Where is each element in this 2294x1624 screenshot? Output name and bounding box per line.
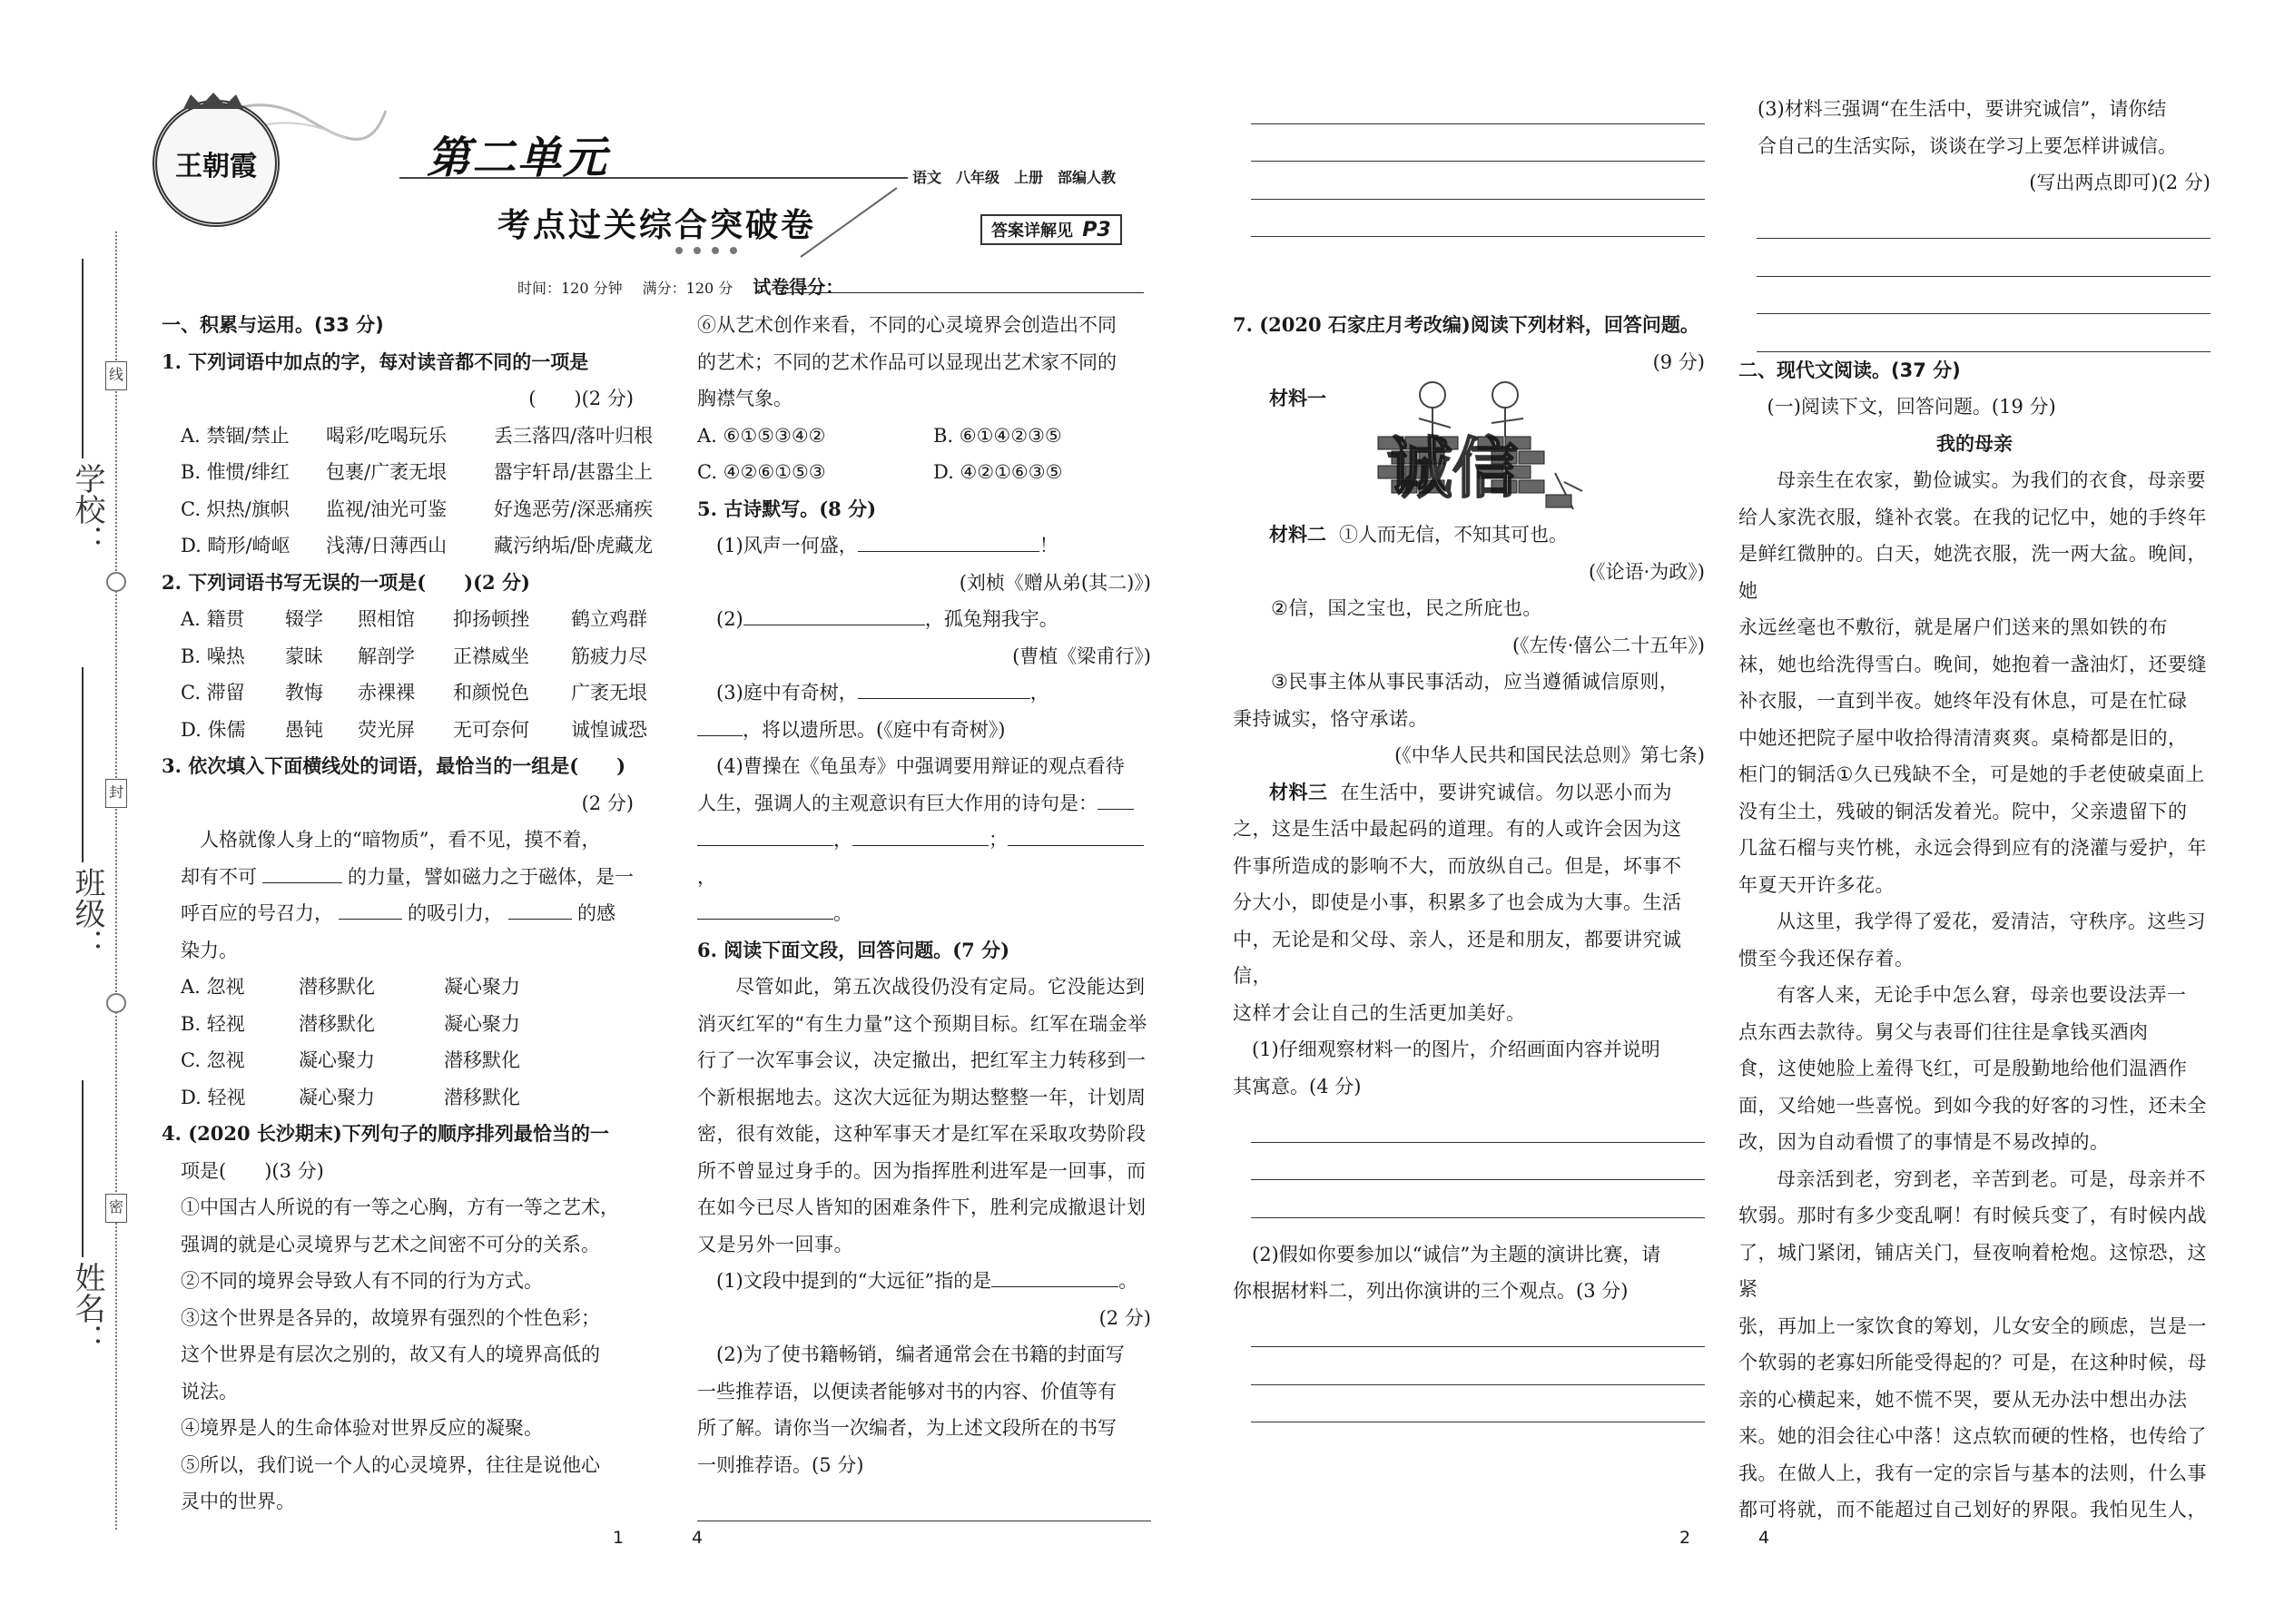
q3-option: 凝心聚力 bbox=[444, 976, 520, 998]
material-3-line: 件事所造成的影响不大，而放纵自己。但是，坏事不 bbox=[1233, 854, 1682, 877]
exam-meta bbox=[517, 272, 843, 299]
spacer bbox=[1233, 1218, 1705, 1236]
material-1 bbox=[1233, 380, 1705, 517]
q1-option: 藏污纳垢/卧虎藏龙 bbox=[494, 535, 654, 556]
q6-passage bbox=[697, 969, 1151, 1263]
tag-volume: 上册 bbox=[1014, 169, 1044, 186]
time-limit: 时间：120 分钟 bbox=[517, 280, 623, 297]
answer-line[interactable] bbox=[1251, 124, 1705, 162]
q6-passage-line: 在如今已尽人皆知的困难条件下，胜利完成撤退计划 bbox=[697, 1196, 1147, 1218]
q3-option: 凝心聚力 bbox=[299, 1049, 375, 1071]
material-2-source: (《左传·僖公二十五年》) bbox=[1511, 634, 1705, 656]
q2-option: 鹤立鸡群 bbox=[571, 608, 647, 630]
q6-2: 所了解。请你当一次编者，为上述文段所在的书写 bbox=[697, 1417, 1117, 1439]
q5-1-blank[interactable] bbox=[858, 529, 1039, 552]
q1-option: 好逸恶劳/深恶痛疾 bbox=[494, 497, 654, 520]
answer-line[interactable] bbox=[1757, 239, 2210, 277]
q4-option: C. ④②⑥①⑤③ bbox=[697, 461, 826, 483]
book-tags bbox=[912, 166, 1116, 187]
dots-decoration bbox=[672, 245, 753, 256]
story-body bbox=[1738, 462, 2210, 1529]
q5-4: (4)曹操在《龟虽寿》中强调要用辩证的观点看待 bbox=[716, 755, 1125, 777]
q3-passage-line: 染力。 bbox=[181, 939, 238, 961]
material-1-image-text: 诚信 bbox=[1387, 430, 1519, 507]
answer-line[interactable] bbox=[1757, 314, 2210, 352]
q2-option: D. 侏儒 bbox=[181, 718, 246, 741]
story-line: 张，再加上一家饮食的筹划，儿女安全的顾虑，岂是一 bbox=[1738, 1314, 2207, 1337]
q2-option: 广袤无垠 bbox=[571, 682, 647, 704]
header-underline bbox=[399, 177, 908, 179]
section-1-heading: 一、积累与运用。(33 分) bbox=[162, 314, 384, 336]
answer-line[interactable] bbox=[1251, 1180, 1705, 1218]
q4-sentence: 灵中的世界。 bbox=[181, 1491, 295, 1512]
q1-option: 嚣宇轩昂/甚嚣尘上 bbox=[494, 461, 654, 483]
tag-edition: 部编人教 bbox=[1058, 169, 1117, 186]
q2-option: 和颜悦色 bbox=[453, 682, 529, 704]
q3-blank-2[interactable] bbox=[339, 897, 402, 920]
story-line: 年夏天开许多花。 bbox=[1738, 873, 1895, 896]
q1-stem: 1. 下列词语中加点的字，每对读音都不同的一项是 bbox=[162, 349, 589, 373]
answer-line[interactable] bbox=[1251, 162, 1705, 200]
q3-score: (2 分) bbox=[581, 792, 634, 814]
binding-dotted-line bbox=[115, 231, 117, 1530]
q4-sentence: 强调的就是心灵境界与艺术之间密不可分的关系。 bbox=[181, 1233, 600, 1255]
q2-option: 蒙昧 bbox=[285, 645, 323, 667]
q6-passage-line: 个新根据地去。这次大远征为期达整整一年，计划周 bbox=[697, 1086, 1147, 1108]
logo-text: 王朝霞 bbox=[175, 151, 257, 182]
q4-sentence: 的艺术；不同的艺术作品可以显现出艺术家不同的 bbox=[697, 350, 1117, 373]
full-score: 满分：120 分 bbox=[642, 280, 733, 297]
page-number: 4 bbox=[692, 1528, 704, 1548]
q1-option: 喝彩/吃喝玩乐 bbox=[326, 424, 448, 447]
column-2 bbox=[697, 307, 1151, 1521]
q6-passage-line: 尽管如此，第五次战役仍没有定局。它没能达到 bbox=[735, 976, 1146, 998]
q6-1: (1)文段中提到的“大远征”指的是 。 bbox=[697, 1263, 1151, 1300]
answer-line[interactable] bbox=[1251, 1310, 1705, 1348]
material-3 bbox=[1233, 774, 1705, 1032]
seal-char-mi: 密 bbox=[105, 1194, 127, 1223]
q5-4-blank-e[interactable] bbox=[697, 897, 833, 920]
material-2-source: (《中华人民共和国民法总则》第七条) bbox=[1394, 744, 1705, 766]
brand-logo bbox=[153, 100, 280, 227]
q3-option: 潜移默化 bbox=[299, 1012, 375, 1035]
q5-4: 。 bbox=[697, 895, 1151, 932]
story-line: 中她还把院子屋中收拾得清清爽爽。桌椅都是旧的， bbox=[1738, 726, 2188, 749]
answer-reference bbox=[980, 214, 1122, 245]
q3-blank-1[interactable] bbox=[262, 861, 342, 883]
q4-sentence: 这个世界是有层次之别的，故又有人的境界高低的 bbox=[181, 1343, 600, 1365]
q6-passage-line: 又是另外一回事。 bbox=[697, 1233, 853, 1255]
story-line: 袜，她也给洗得雪白。晚间，她抱着一盏油灯，还要缝 bbox=[1738, 653, 2207, 675]
q3-option: B. 轻视 bbox=[181, 1012, 245, 1035]
q4-option: A. ⑥①⑤③④② bbox=[697, 424, 826, 447]
q5-2-source: (曹植《梁甫行》) bbox=[1012, 645, 1151, 667]
q2-option: C. 滞留 bbox=[181, 682, 245, 704]
q4-options bbox=[697, 418, 1151, 491]
seal-char-xian: 线 bbox=[105, 361, 127, 390]
q5-4-blank-c[interactable] bbox=[852, 823, 989, 846]
q5-4-blank-b[interactable] bbox=[697, 823, 833, 846]
q3-option: A. 忽视 bbox=[181, 976, 245, 998]
q2-option: 照相馆 bbox=[358, 608, 415, 630]
q7-score: (9 分) bbox=[1652, 350, 1705, 373]
story-line: 永远丝毫也不敷衍，就是屠户们送来的黑如铁的布 bbox=[1738, 616, 2168, 638]
story-line: 几盆石榴与夹竹桃，永远会得到应有的浇灌与爱护，年 bbox=[1738, 837, 2207, 859]
q4-sentence: ③这个世界是各异的，故境界有强烈的个性色彩； bbox=[181, 1306, 600, 1329]
q6-passage-line: 消灭红军的“有生力量”这个预期目标。红军在瑞金举 bbox=[697, 1012, 1147, 1035]
divider-slash bbox=[799, 186, 899, 259]
story-line: 有客人来，无论手中怎么窘，母亲也要设法弄一 bbox=[1777, 984, 2187, 1006]
q5-3-blank-b[interactable] bbox=[697, 714, 743, 736]
q7-2: (2)假如你要参加以“诚信”为主题的演讲比赛，请 bbox=[1252, 1243, 1661, 1265]
story-line: 给人家洗衣服，缝补衣裳。在我的记忆中，她的手终年 bbox=[1738, 506, 2207, 528]
q2-option: 赤裸裸 bbox=[358, 682, 415, 704]
story-line: 改，因为自动看惯了的事情是不易改掉的。 bbox=[1738, 1131, 2110, 1153]
q5-1: (1)风声一何盛， ！ bbox=[697, 527, 1151, 565]
material-2-line: 秉持诚实，恪守承诺。 bbox=[1233, 707, 1428, 730]
seal-char-feng: 封 bbox=[105, 779, 127, 808]
q4-stem: 4. (2020 长沙期末)下列句子的顺序排列最恰当的一 bbox=[162, 1122, 609, 1145]
q1-option: C. 炽热/旗帜 bbox=[181, 497, 290, 520]
q2-options bbox=[162, 601, 647, 748]
q7-1-answer-area bbox=[1233, 1105, 1705, 1218]
story-line: 是鲜红微肿的。白天，她洗衣服，洗一两大盆。晚间，她 bbox=[1738, 543, 2207, 602]
answer-ref-prefix: 答案详解见 bbox=[991, 221, 1073, 241]
material-3-line: 这样才会让自己的生活更加美好。 bbox=[1233, 1001, 1526, 1024]
q2-option: 荧光屏 bbox=[358, 718, 415, 741]
q2-option: B. 噪热 bbox=[181, 645, 245, 667]
q5-1-source: (刘桢《赠从弟(其二)》) bbox=[959, 571, 1151, 594]
q6-2: (2)为了使书籍畅销，编者通常会在书籍的封面写 bbox=[716, 1343, 1125, 1365]
q4-sentence: 胸襟气象。 bbox=[697, 388, 793, 409]
q6-1-blank[interactable] bbox=[991, 1265, 1118, 1287]
answer-line[interactable] bbox=[1251, 200, 1705, 238]
column-3 bbox=[1233, 307, 1705, 1422]
story-line: 母亲活到老，穷到老，辛苦到老。可是，母亲并不 bbox=[1777, 1167, 2206, 1190]
column-1 bbox=[162, 307, 654, 1521]
page-number: 4 bbox=[1758, 1528, 1770, 1548]
q7-1: (1)仔细观察材料一的图片，介绍画面内容并说明 bbox=[1252, 1038, 1660, 1060]
q2-option: 无可奈何 bbox=[453, 718, 529, 741]
q4-sentence: ④境界是人的生命体验对世界反应的凝聚。 bbox=[181, 1417, 543, 1439]
q6-2: 一些推荐语，以便读者能够对书的内容、价值等有 bbox=[697, 1380, 1117, 1403]
q2-option: 愚钝 bbox=[285, 718, 323, 741]
q1-option: 监视/油光可鉴 bbox=[326, 497, 448, 520]
q4-sentence: ⑤所以，我们说一个人的心灵境界，往往是说他心 bbox=[181, 1453, 600, 1476]
material-2-source: (《论语·为政》) bbox=[1588, 560, 1705, 583]
story-line: 个软弱的老寡妇所能受得起的？可是，在这种时候，母 bbox=[1738, 1352, 2207, 1373]
story-line: 点东西去款待。舅父与表哥们往往是拿钱买酒肉 bbox=[1738, 1020, 2149, 1043]
q1-option: B. 惟惯/绯红 bbox=[181, 461, 290, 483]
score-blank[interactable] bbox=[781, 292, 1144, 293]
material-3-line: 材料三 在生活中，要讲究诚信。勿以恶小而为 bbox=[1269, 781, 1672, 803]
answer-line[interactable] bbox=[1757, 202, 2210, 240]
q2-option: 辍学 bbox=[285, 608, 323, 630]
material-2: 材料二 ①人而无信，不知其可也。 bbox=[1269, 523, 1568, 546]
answer-line[interactable] bbox=[1251, 1347, 1705, 1385]
q4-stem: 项是( )(3 分) bbox=[181, 1159, 324, 1182]
q4-option: B. ⑥①④②③⑤ bbox=[933, 424, 1062, 447]
story-line: 惯至今我还保存着。 bbox=[1738, 947, 1915, 969]
story-line: 来。她的泪会往心中落！这点软而硬的性格，也传给了 bbox=[1738, 1425, 2207, 1447]
class-label: 班级： bbox=[69, 867, 105, 960]
q5-2: (2) ，孤兔翔我宇。 bbox=[697, 601, 1151, 638]
q5-4-blank-d[interactable] bbox=[1008, 823, 1144, 846]
q6-passage-line: 密，很有效能，这种军事天才是红军在采取攻势阶段 bbox=[697, 1123, 1147, 1145]
q2-option: 诚惶诚恐 bbox=[571, 718, 647, 741]
answer-ref-page: P3 bbox=[1082, 219, 1111, 241]
q3-option: 凝心聚力 bbox=[444, 1012, 520, 1035]
q2-option: A. 籍贯 bbox=[181, 608, 245, 630]
answer-line[interactable] bbox=[697, 1483, 1151, 1521]
tag-grade: 八年级 bbox=[956, 169, 1000, 186]
q7-3-note: (写出两点即可)(2 分) bbox=[2029, 172, 2210, 193]
answer-line[interactable] bbox=[1251, 86, 1705, 124]
school-label: 学校： bbox=[69, 463, 105, 556]
q3-option: 潜移默化 bbox=[444, 1049, 520, 1071]
story-line: 亲的心横起来，她不慌不哭，要从无办法中想出办法 bbox=[1738, 1388, 2188, 1411]
story-line: 软弱。那时有多少变乱啊！有时候兵变了，有时候内战 bbox=[1738, 1205, 2207, 1226]
q1-option: 包裹/广袤无垠 bbox=[326, 461, 448, 483]
q7-2: 你根据材料二，列出你演讲的三个观点。(3 分) bbox=[1233, 1280, 1629, 1302]
q5-4: 人生，强调人的主观意识有巨大作用的诗句是： bbox=[697, 785, 1151, 822]
material-2-line: ③民事主体从事民事活动，应当遵循诚信原则， bbox=[1271, 671, 1679, 693]
q3-option: C. 忽视 bbox=[181, 1049, 245, 1071]
unit-title: 第二单元 bbox=[427, 133, 609, 183]
q7-3: (3)材料三强调“在生活中，要讲究诚信”，请你结 bbox=[1757, 98, 2167, 120]
q1-score: ( )(2 分) bbox=[528, 388, 634, 409]
exam-subtitle: 考点过关综合突破卷 bbox=[497, 207, 817, 244]
section-2-heading: 二、现代文阅读。(37 分) bbox=[1738, 359, 1961, 381]
score-label: 试卷得分： bbox=[753, 276, 844, 298]
q6-stem: 6. 阅读下面文段，回答问题。(7 分) bbox=[697, 938, 1010, 961]
material-2-line: ②信，国之宝也，民之所庇也。 bbox=[1271, 597, 1542, 619]
q4-sentence: ①中国古人所说的有一等之心胸，方有一等之艺术， bbox=[181, 1196, 619, 1218]
q1-option: A. 禁锢/禁止 bbox=[181, 424, 290, 447]
q5-2-blank[interactable] bbox=[743, 603, 925, 625]
q3-passage-line: 呼百应的号召力， 的吸引力， 的感 bbox=[162, 895, 634, 932]
page-number: 2 bbox=[1679, 1528, 1691, 1548]
q2-option: 解剖学 bbox=[358, 645, 415, 667]
q3-option: 潜移默化 bbox=[299, 976, 375, 998]
answer-line[interactable] bbox=[1251, 1385, 1705, 1423]
q1-option: 浅薄/日薄西山 bbox=[326, 535, 448, 556]
q7-stem: 7. (2020 石家庄月考改编)阅读下列材料，回答问题。 bbox=[1233, 313, 1699, 336]
tag-subject: 语文 bbox=[912, 169, 942, 186]
q6-passage-line: 所不曾显过身手的。因为指挥胜利进军是一回事，而 bbox=[697, 1159, 1147, 1182]
q5-4-blank-a[interactable] bbox=[1098, 787, 1134, 810]
story-title: 我的母亲 bbox=[1936, 432, 2013, 455]
material-3-line: 中，无论是和父母、亲人，还是和朋友，都要讲究诚信， bbox=[1233, 928, 1682, 987]
column-3-top-lines bbox=[1251, 86, 1705, 237]
q6-passage-line: 行了一次军事会议，决定撤出，把红军主力转移到一 bbox=[697, 1049, 1147, 1071]
q5-stem: 5. 古诗默写。(8 分) bbox=[697, 497, 877, 520]
story-line: 母亲生在农家，勤俭诚实。为我们的衣食，母亲要 bbox=[1777, 469, 2206, 491]
q2-option: 正襟威坐 bbox=[453, 645, 529, 667]
q6-2: 一则推荐语。(5 分) bbox=[697, 1453, 864, 1476]
q1-option: 丢三落四/落叶归根 bbox=[494, 424, 654, 447]
q7-2-answer-area bbox=[1233, 1310, 1705, 1423]
q4-option: D. ④②①⑥③⑤ bbox=[933, 461, 1063, 483]
answer-line[interactable] bbox=[1251, 1105, 1705, 1143]
story-line: 了，城门紧闭，铺店关门，昼夜响着枪炮。这惊恐，这紧 bbox=[1738, 1241, 2207, 1300]
material-1-label: 材料一 bbox=[1269, 387, 1326, 409]
story-line: 补衣服，一直到半夜。她终年没有休息，可是在忙碌 bbox=[1738, 690, 2188, 712]
q3-option: D. 轻视 bbox=[181, 1086, 246, 1108]
binding-hole-icon bbox=[106, 993, 126, 1013]
material-3-line: 分大小，即使是小事，积累多了也会成为大事。生活 bbox=[1233, 891, 1682, 913]
story-line: 都可将就，而不能超过自己划好的界限。我怕见生人， bbox=[1738, 1499, 2207, 1521]
q5-3-blank-a[interactable] bbox=[858, 676, 1030, 699]
q4-sentence: ②不同的境界会导致人有不同的行为方式。 bbox=[181, 1270, 543, 1292]
school-blank bbox=[82, 259, 84, 458]
q2-option: 教悔 bbox=[285, 682, 323, 704]
material-1-illustration bbox=[1369, 373, 1587, 518]
q5-3: ，将以遗所思。(《庭中有奇树》) bbox=[697, 712, 1151, 749]
q3-passage-line: 人格就像人身上的“暗物质”，看不见，摸不着， bbox=[200, 829, 601, 851]
story-line: 食，这使她脸上羞得飞红，可是殷勤地给他们温酒作 bbox=[1738, 1058, 2188, 1079]
q7-3: 合自己的生活实际，谈谈在学习上要怎样讲诚信。 bbox=[1757, 134, 2177, 157]
story-line: 面，又给她一些喜悦。到如今我的好客的习性，还未全 bbox=[1738, 1094, 2207, 1117]
q5-4: ， ；， bbox=[697, 822, 1151, 895]
story-line: 从这里，我学得了爱花，爱清洁，守秩序。这些习 bbox=[1777, 910, 2206, 932]
q1-options bbox=[162, 418, 654, 565]
name-blank bbox=[82, 1080, 84, 1257]
story-line: 柜门的铜活①久已残缺不全，可是她的手老使破桌面上 bbox=[1738, 763, 2205, 785]
class-blank bbox=[82, 667, 84, 862]
part-1-heading: (一)阅读下文，回答问题。(19 分) bbox=[1767, 396, 2056, 418]
crown-icon bbox=[182, 91, 245, 111]
q3-options bbox=[162, 969, 634, 1116]
q3-option: 凝心聚力 bbox=[299, 1086, 375, 1108]
q2-option: 抑扬顿挫 bbox=[453, 608, 529, 630]
material-3-line: 之，这是生活中最起码的道理。有的人或许会因为这 bbox=[1233, 818, 1682, 840]
q5-3: (3)庭中有奇树， ， bbox=[697, 674, 1151, 712]
q4-sentence: ⑥从艺术创作来看，不同的心灵境界会创造出不同 bbox=[697, 314, 1117, 336]
q6-1-score: (2 分) bbox=[1098, 1306, 1151, 1329]
q3-option: 潜移默化 bbox=[444, 1086, 520, 1108]
q7-1: 其寓意。(4 分) bbox=[1233, 1075, 1362, 1097]
binding-hole-icon bbox=[106, 572, 126, 592]
page-number: 1 bbox=[613, 1528, 625, 1548]
answer-line[interactable] bbox=[1757, 277, 2210, 315]
q4-sentence: 说法。 bbox=[181, 1380, 238, 1403]
q3-blank-3[interactable] bbox=[508, 897, 572, 920]
column-4 bbox=[1738, 91, 2210, 1529]
q1-option: D. 畸形/崎岖 bbox=[181, 535, 290, 556]
name-label: 姓名： bbox=[69, 1262, 105, 1354]
q2-option: 筋疲力尽 bbox=[571, 645, 647, 667]
q3-passage-line: 却有不可 的力量，譬如磁力之于磁体，是一 bbox=[162, 859, 634, 896]
q3-stem: 3. 依次填入下面横线处的词语，最恰当的一组是( ) bbox=[162, 754, 626, 777]
story-line: 我。在做人上，我有一定的宗旨与基本的法则，什么事 bbox=[1738, 1462, 2207, 1484]
answer-line[interactable] bbox=[1251, 1143, 1705, 1181]
story-line: 没有尘土，残破的铜活发着光。院中，父亲遗留下的 bbox=[1738, 800, 2188, 822]
q2-stem: 2. 下列词语书写无误的一项是( )(2 分) bbox=[162, 570, 530, 594]
q7-3-answer-area bbox=[1738, 202, 2210, 352]
